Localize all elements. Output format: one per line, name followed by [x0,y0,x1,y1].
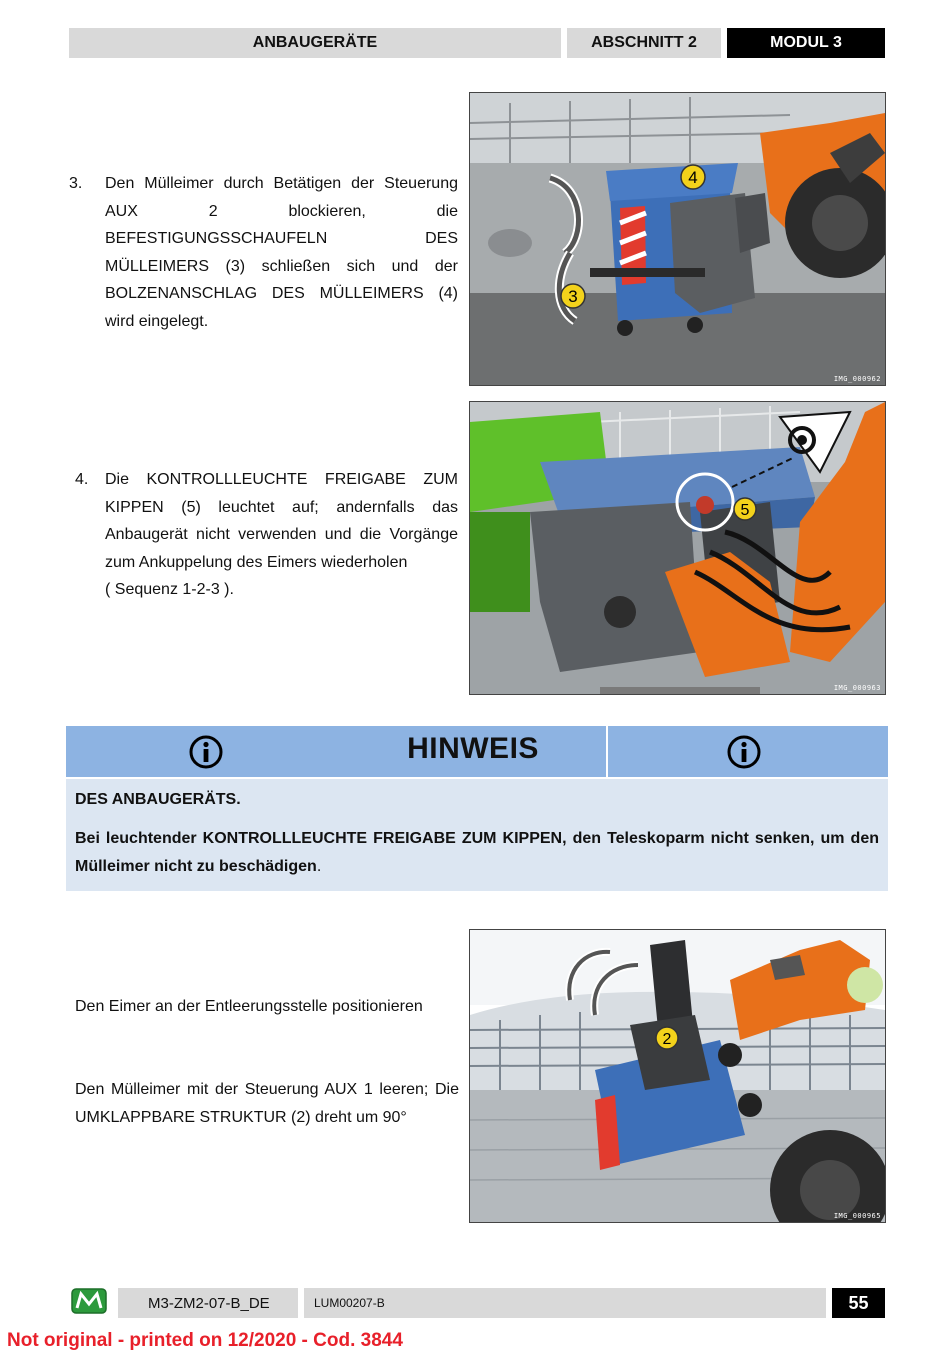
note-header [66,726,888,777]
step-number: 4. [75,471,89,488]
header-section-title: ANBAUGERÄTE [69,28,561,58]
callout-label: 4 [688,168,698,187]
emptying-position-text: Den Eimer an der Entleerungsstelle positionieren [75,998,423,1015]
note-title: HINWEIS [407,732,539,765]
photo-bin-locking [469,92,886,386]
callout-label: 5 [740,502,750,519]
photo-control-light [469,401,886,695]
image-id: IMG_000963 [833,684,881,692]
step-text-main: Die KONTROLLLEUCHTE FREIGABE ZUM KIPPEN (5) leuchtet auf; andernfalls das Anbaugerät nicht verwenden und die Vorgänge zum Ankuppelung des Eimers wiederholen [105,471,458,571]
photo-control-light-illustration [470,402,885,694]
note-header-divider [606,726,608,777]
photo-bin-locking-illustration [470,93,885,385]
photo-bin-emptying-illustration [470,930,885,1222]
photo-bin-emptying [469,929,886,1223]
note-line-2 [75,825,879,881]
callout-label: 3 [568,287,578,306]
note-body [66,779,888,891]
step-text [105,466,458,604]
info-icon [727,735,761,769]
emptying-aux1-text: Den Mülleimer mit der Steuerung AUX 1 leeren; Die UMKLAPPBARE STRUKTUR (2) dreht um 90° [75,1081,459,1126]
step-4 [75,466,459,636]
note-line-1: DES ANBAUGERÄTS. [75,791,241,808]
page-number: 55 [832,1288,885,1318]
step-number: 3. [69,175,83,192]
print-stamp: Not original - printed on 12/2020 - Cod. 3844 [7,1330,403,1351]
callout-label: 2 [662,1031,672,1048]
step-3 [69,170,459,330]
image-id: IMG_000962 [833,375,881,383]
info-icon [189,735,223,769]
step-text: Den Mülleimer durch Betätigen der Steuerung AUX 2 blockieren, die BEFESTIGUNGSSCHAUFELN DES MÜLLEIMERS (3) schließen sich und der BOLZENANSCHLAG DES MÜLLEIMERS (4) wird eingelegt. [105,175,458,330]
footer-doc-code: M3-ZM2-07-B_DE [118,1288,298,1318]
header-chapter: ABSCHNITT 2 [567,28,721,58]
note-line-2-bold: Bei leuchtender KONTROLLLEUCHTE FREIGABE ZUM KIPPEN, den Teleskoparm nicht senken, um den Mülleimer nicht zu beschädigen [75,830,879,875]
step-text-sequence: ( Sequenz 1-2-3 ). [105,581,234,598]
merlo-logo [71,1288,107,1314]
footer-lum-code: LUM00207-B [304,1288,826,1318]
note-line-2-end: . [316,858,322,875]
header-module: MODUL 3 [727,28,885,58]
image-id: IMG_000965 [833,1212,881,1220]
